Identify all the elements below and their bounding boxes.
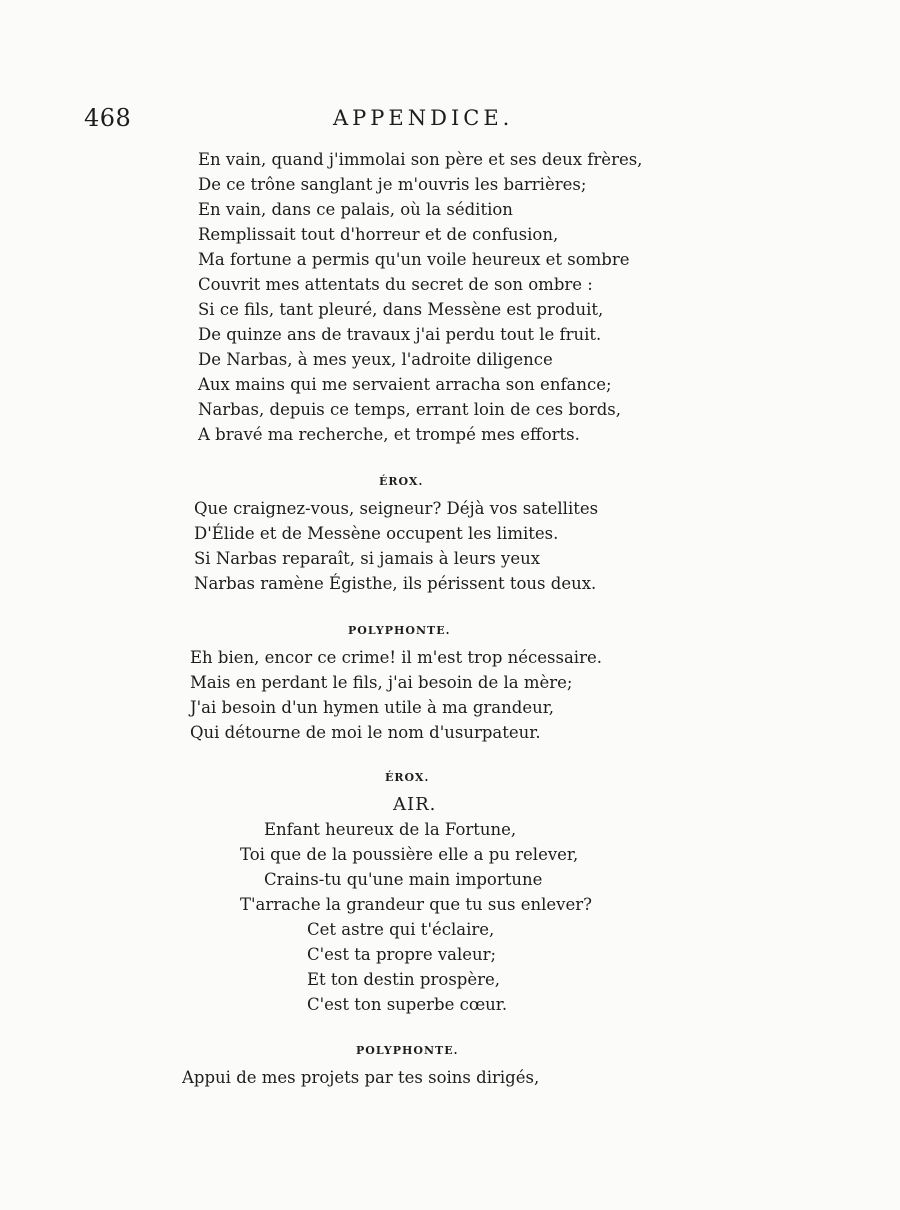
air-title: AIR. (393, 794, 437, 815)
speaker-name: ÉROX. (385, 771, 430, 784)
verse-line: De quinze ans de travaux j'ai perdu tout le fruit. (198, 325, 602, 344)
verse-line: Et ton destin prospère, (307, 970, 501, 989)
page-number: 468 (84, 104, 132, 132)
verse-line: Cet astre qui t'éclaire, (307, 920, 495, 939)
verse-line: J'ai besoin d'un hymen utile à ma grandeur, (190, 698, 555, 717)
verse-line: C'est ton superbe cœur. (307, 995, 508, 1014)
verse-line: Toi que de la poussière elle a pu relever, (240, 845, 579, 864)
verse-line: Appui de mes projets par tes soins dirigés, (182, 1068, 540, 1087)
running-head: APPENDICE. (333, 106, 514, 130)
speaker-name: POLYPHONTE. (348, 624, 451, 637)
speaker-name: ÉROX. (379, 475, 424, 488)
verse-line: Narbas ramène Égisthe, ils périssent tous deux. (194, 574, 597, 593)
verse-line: Qui détourne de moi le nom d'usurpateur. (190, 723, 541, 742)
verse-line: De ce trône sanglant je m'ouvris les barrières; (198, 175, 587, 194)
verse-line: Si ce fils, tant pleuré, dans Messène est produit, (198, 300, 604, 319)
verse-line: En vain, dans ce palais, où la sédition (198, 200, 513, 219)
verse-line: Aux mains qui me servaient arracha son enfance; (198, 375, 612, 394)
verse-line: C'est ta propre valeur; (307, 945, 497, 964)
verse-line: De Narbas, à mes yeux, l'adroite diligence (198, 350, 553, 369)
verse-line: En vain, quand j'immolai son père et ses deux frères, (198, 150, 643, 169)
verse-line: Couvrit mes attentats du secret de son ombre : (198, 275, 593, 294)
verse-line: Ma fortune a permis qu'un voile heureux et sombre (198, 250, 630, 269)
verse-line: Enfant heureux de la Fortune, (264, 820, 517, 839)
verse-line: A bravé ma recherche, et trompé mes efforts. (198, 425, 580, 444)
speaker-name: POLYPHONTE. (356, 1044, 459, 1057)
verse-line: T'arrache la grandeur que tu sus enlever? (240, 895, 592, 914)
verse-line: D'Élide et de Messène occupent les limites. (194, 524, 559, 543)
verse-line: Eh bien, encor ce crime! il m'est trop nécessaire. (190, 648, 602, 667)
verse-line: Que craignez-vous, seigneur? Déjà vos satellites (194, 499, 599, 518)
verse-line: Remplissait tout d'horreur et de confusion, (198, 225, 559, 244)
verse-line: Si Narbas reparaît, si jamais à leurs yeux (194, 549, 541, 568)
verse-line: Mais en perdant le fils, j'ai besoin de la mère; (190, 673, 573, 692)
verse-line: Narbas, depuis ce temps, errant loin de ces bords, (198, 400, 622, 419)
verse-line: Crains-tu qu'une main importune (264, 870, 543, 889)
